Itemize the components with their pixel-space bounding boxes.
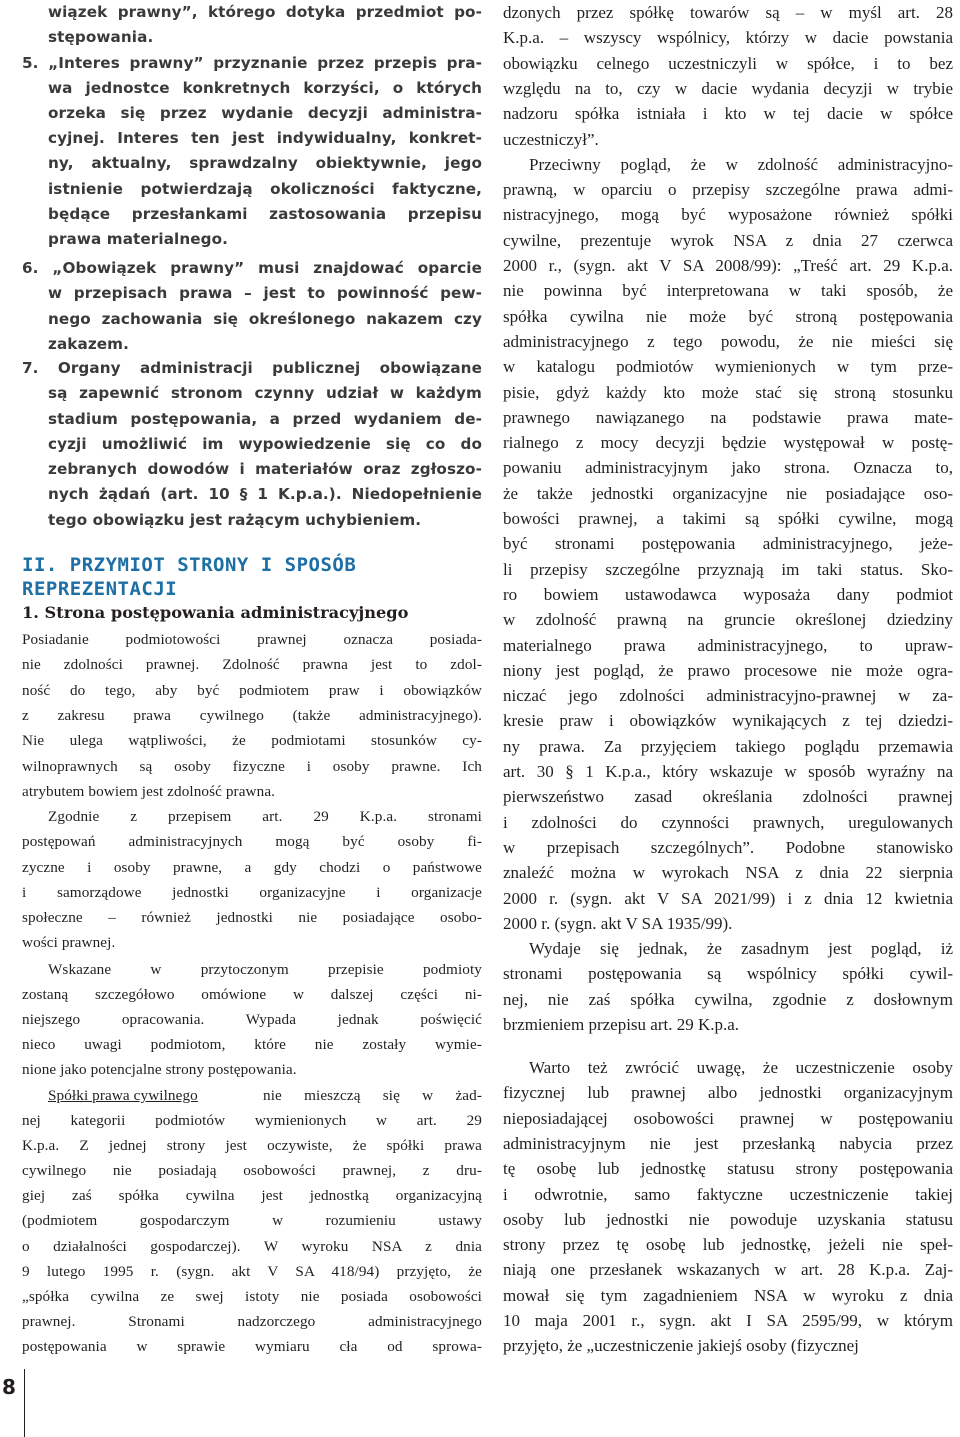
paragraph-line: z zakresu prawa cywilnego (także administracyjnego). [22,707,482,724]
paragraph-line: powaniu administracyjnym jako strona. Oznacza to, [503,458,953,477]
list-item-line: są zapewnić stronom czynny udział w każdym [48,384,482,402]
paragraph-line: nej, nie zaś spółka cywilna, zgodnie z dosłownym [503,990,953,1009]
underlined-term: Spółki prawa cywilnego [48,1087,198,1104]
paragraph-line: Przeciwny pogląd, że w zdolność administracyjno- [529,155,953,174]
list-item-line: zakazem. [48,335,129,353]
list-item-line: orzeka się przez wydanie decyzji administra- [48,104,482,122]
paragraph-line: li przepisy szczególne przyznają im taki status. Sko- [503,560,953,579]
paragraph-line: nie powinna być interpretowana w taki sposób, że [503,281,953,300]
paragraph-line: pisie, gdyż każdy kto może stać się stroną stosunku [503,383,953,402]
paragraph-line: brzmieniem przepisu art. 29 K.p.a. [503,1015,740,1034]
paragraph-line: Warto też zwrócić uwagę, że uczestniczenie osoby [529,1058,953,1077]
list-item-line: zebranych dowodów i materiałów oraz zgłoszo- [48,460,482,478]
list-item-line: nych żądań (art. 10 § 1 K.p.a.). Niedopełnienie [48,485,482,503]
list-item-line: nego zachowania się określonego nakazem czy [48,310,482,328]
paragraph-line: uczestniczył”. [503,130,599,149]
paragraph-line: K.p.a. – wszyscy wspólnicy, którzy w dacie powstania [503,28,953,47]
paragraph-line: że także jednostki organizacyjne nie posiadające oso- [503,484,953,503]
paragraph-line: i odwrotnie, samo faktyczne uczestniczenie takiej [503,1185,953,1204]
paragraph-line: stronami postępowania są wspólnicy spółki cywil- [503,964,953,983]
paragraph-line: zyczne i osoby prawne, a gdy chodzi o państwowe [22,859,482,876]
paragraph-line: bowości prawnej, a takimi są spółki cywilne, mogą [503,509,953,528]
paragraph-line: cywilnego nie posiadają osobowości prawnej, z dru- [22,1162,482,1179]
paragraph-line: ro bowiem ustawodawca wyposaża dany podmiot [503,585,953,604]
paragraph-line: przyjęto, że „uczestniczenie jakiejś osoby (fizycznej [503,1336,859,1355]
paragraph-line: tę osobę lub jednostkę statusu strony postępowania [503,1159,953,1178]
list-item-line: cyzji umożliwić im wypowiedzenie się co do [48,435,482,453]
paragraph-line: fizycznej lub prawnej albo jednostki organizacyjnym [503,1083,953,1102]
list-item-line: 7. Organy administracji publicznej obowiązane [22,359,482,377]
list-item-line: wiązek prawny”, którego dotyka przedmiot po- [48,3,482,21]
paragraph-line: ność do tego, aby być podmiotem praw i obowiązków [22,682,482,699]
paragraph-line: Zgodnie z przepisem art. 29 K.p.a. stronami [48,808,482,825]
page-number-rule [24,1369,25,1437]
paragraph-line: osoby lub jednostki nie powoduje uzyskania statusu [503,1210,953,1229]
paragraph-line: niają one przesłanek wskazanych w art. 28 K.p.a. Zaj- [503,1260,953,1279]
paragraph-line: i samorządowe jednostki organizacyjne i organizacje [22,884,482,901]
paragraph-line: 9 lutego 1995 r. (sygn. akt V SA 418/94) przyjęto, że [22,1263,482,1280]
paragraph-line: w zdolność prawną na gruncie określonej dziedziny [503,610,953,629]
list-item-line: ny, aktualny, sprawdzalny obiektywnie, jego [48,154,482,172]
section-heading: II. PRZYMIOT STRONY I SPOSÓB [22,554,357,576]
paragraph-line: w przepisach szczególnych”. Podobne stanowisko [503,838,953,857]
list-item-line: 6. „Obowiązek prawny” musi znajdować oparcie [22,259,482,277]
paragraph-line: atrybutem bowiem jest zdolność prawna. [22,783,276,800]
paragraph-line: dzonych przez spółkę towarów są – w myśl art. 28 [503,3,953,22]
list-item-line: istnienie potwierdzają okoliczności faktyczne, [48,180,482,198]
paragraph-line: względu na to, czy w dacie wydania decyzji w trybie [503,79,953,98]
paragraph-line: prawną, w oparciu o przepisy szczególne prawa admi- [503,180,953,199]
paragraph-line: giej zaś spółka cywilna jest jednostką organizacyjną [22,1187,482,1204]
paragraph-line: (podmiotem gospodarczym w rozumieniu ustawy [22,1212,482,1229]
subheading: 1. Strona postępowania administracyjnego [22,603,409,622]
paragraph-line: niejszego opracowania. Wypada jednak poświęcić [22,1011,482,1028]
paragraph-line: ny prawa. Za przyjęciem takiego poglądu przemawia [503,737,953,756]
list-item-line: cyjnej. Interes ten jest indywidualny, konkret- [48,129,482,147]
paragraph-line: nej kategorii podmiotów wymienionych w art. 29 [22,1112,482,1129]
paragraph-line: Nie ulega wątpliwości, że podmiotami stosunków cy- [22,732,482,749]
paragraph-line: 10 maja 2001 r., sygn. akt I SA 2595/99, w którym [503,1311,953,1330]
paragraph-line: postępowania w sprawie wymiaru cła od sprowa- [22,1338,482,1355]
paragraph-line: administracyjnym nie jest przesłanką nabycia przez [503,1134,953,1153]
paragraph-line: spółka cywilna nie może być stroną postępowania [503,307,953,326]
paragraph-line: pierwszeństwo zasad określania zdolności prawnej [503,787,953,806]
paragraph-line: 2000 r., (sygn. akt V SA 2008/99): „Treść art. 29 K.p.a. [503,256,953,275]
paragraph-line: 2000 r. (sygn. akt V SA 1935/99). [503,914,733,933]
paragraph-line: mował się tym zagadnieniem NSA w wyroku z dnia [503,1286,953,1305]
list-item-line: prawa materialnego. [48,230,229,248]
paragraph-line: nie zdolności prawnej. Zdolność prawna jest to zdol- [22,656,482,673]
paragraph-line: materialnego prawa administracyjnego, to upraw- [503,636,953,655]
list-item-line: stępowania. [48,28,154,46]
paragraph-line: prawnej. Stronami nadzorczego administracyjnego [22,1313,482,1330]
paragraph-line: nie mieszczą się w żad- [263,1087,482,1104]
section-heading: REPREZENTACJI [22,578,178,600]
paragraph-line: społeczne – również jednostki nie posiadające osobo- [22,909,482,926]
list-item-line: tego obowiązku jest rażącym uchybieniem. [48,511,422,529]
paragraph-line: nistracyjnego, mogą być wyposażone również spółki [503,205,953,224]
paragraph-line: prawnego nawiązanego na podstawie prawa mate- [503,408,953,427]
paragraph-line: niony jest pogląd, że prawo procesowe nie może ogra- [503,661,953,680]
list-item-line: wa jednostce konkretnych korzyści, o których [48,79,482,97]
paragraph-line: administracyjnego z tego powodu, że nie mieści się [503,332,953,351]
paragraph-line: nieposiadającej osobowości prawnej w postępowaniu [503,1109,953,1128]
paragraph-line: postępowań administracyjnych mogą być osoby fi- [22,833,482,850]
paragraph-line: znaleźć można w wyrokach NSA z dnia 22 sierpnia [503,863,953,882]
paragraph-line: Posiadanie podmiotowości prawnej oznacza posiada- [22,631,482,648]
paragraph-line: nione jako potencjalne strony postępowania. [22,1061,297,1078]
paragraph-line: art. 30 § 1 K.p.a., który wskazuje w sposób wyraźny na [503,762,953,781]
list-item-line: w przepisach prawa – jest to powinność pew- [48,284,482,302]
paragraph-line: być stronami postępowania administracyjnego, jeże- [503,534,953,553]
paragraph-line: i zdolności do czynności prawnych, uregulowanych [503,813,953,832]
paragraph-line: strony przez tę osobę lub jednostkę, jeżeli nie speł- [503,1235,953,1254]
paragraph-line: obowiązku celnego uczestniczyli w spółce, i to bez [503,54,953,73]
paragraph-line: wości prawnej. [22,934,116,951]
paragraph-line: wilnoprawnych są osoby fizyczne i osoby prawne. Ich [22,758,482,775]
paragraph-line: niczać jego zdolności administracyjno-prawnej w za- [503,686,953,705]
paragraph-line: kresie praw i obowiązków wynikających z tej dziedzi- [503,711,953,730]
paragraph-line: nieco uwagi podmiotom, które nie zostały wymie- [22,1036,482,1053]
list-item-line: 5. „Interes prawny” przyznanie przez przepis pra- [22,54,482,72]
paragraph-line: 2000 r. (sygn. akt V SA 2021/99) i z dnia 12 kwietnia [503,889,953,908]
paragraph-line: Wskazane w przytoczonym przepisie podmioty [48,961,482,978]
paragraph-line: zostaną szczegółowo omówione w dalszej części ni- [22,986,482,1003]
paragraph-line: rialnego z mocy decyzji będzie występował w postę- [503,433,953,452]
paragraph-line: o działalności gospodarczej). W wyroku NSA z dnia [22,1238,482,1255]
paragraph-line: K.p.a. Z jednej strony jest oczywiste, że spółki prawa [22,1137,482,1154]
page-number: 8 [2,1375,16,1399]
paragraph-line: cywilne, prezentuje wyrok NSA z dnia 27 czerwca [503,231,953,250]
list-item-line: stadium postępowania, a przed wydaniem de- [48,410,482,428]
paragraph-line: nadzoru spółka istniała i kto w tej dacie w spółce [503,104,953,123]
paragraph-line: w katalogu podmiotów wymienionych w tym prze- [503,357,953,376]
paragraph-line: „spółka cywilna ze swej istoty nie posiada osobowości [22,1288,482,1305]
list-item-line: będące przesłankami zastosowania przepisu [48,205,482,223]
paragraph-line: Wydaje się jednak, że zasadnym jest pogląd, iż [529,939,953,958]
